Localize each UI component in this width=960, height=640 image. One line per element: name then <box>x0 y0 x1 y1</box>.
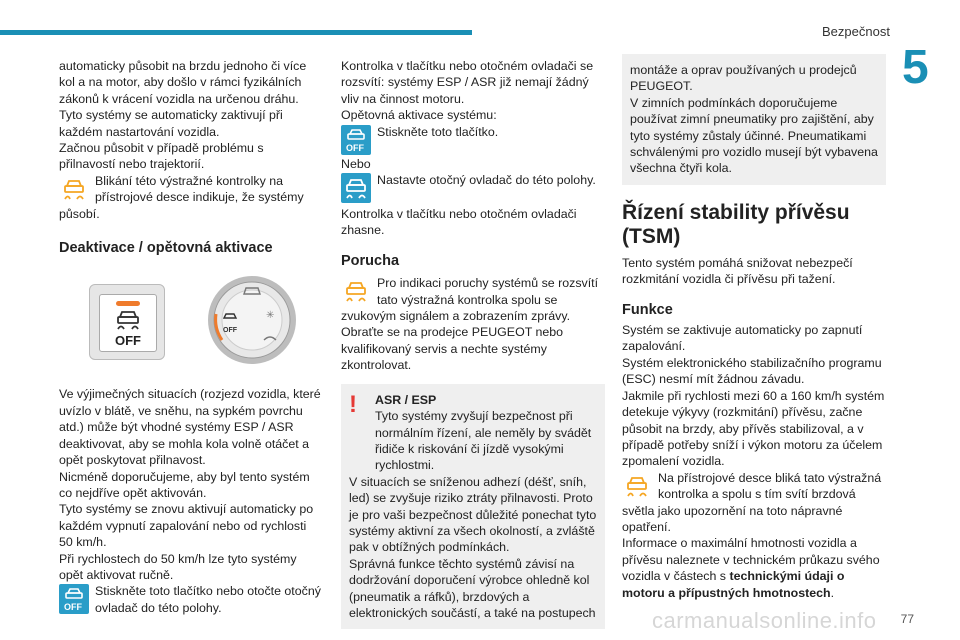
exclamation-icon: ! <box>349 390 357 418</box>
paragraph: Ve výjimečných situacích (rozjezd vozidla, které uvízlo v blátě, ve sněhu, na sypkém povrchu atd.) může být vhodné systémy ESP / ASR deaktivovat, aby se mohla kola volně otáčet a opět poskytovat přilnavost. <box>59 387 321 468</box>
note-box-continued <box>622 54 886 185</box>
bold-reference: technickými údaji o motoru a přípustných hmotnostech <box>622 569 845 600</box>
rotary-paragraph <box>341 172 605 206</box>
press-button-paragraph <box>341 124 605 156</box>
paragraph: Tento systém pomáhá snižovat nebezpečí rozkmitání vozidla či přívěsu při tažení. <box>622 255 853 287</box>
off-label: OFF <box>115 333 141 349</box>
button-led <box>116 301 140 306</box>
svg-text:✳: ✳ <box>266 310 275 322</box>
paragraph: Kontrolka v tlačítku nebo otočném ovladači se rozsvítí: systémy ESP / ASR již nemají žádný vliv na činnost motoru. <box>341 59 594 106</box>
column-2 <box>341 58 605 629</box>
note-paragraph: montáže a oprav používaných u prodejců PEUGEOT. <box>630 63 857 94</box>
knob-off-label: OFF <box>223 327 237 335</box>
paragraph: Začnou působit v případě problému s přilnavostí nebo trajektorií. <box>59 141 264 172</box>
svg-text:OFF: OFF <box>64 602 82 613</box>
paragraph: Nebo <box>341 156 371 171</box>
skid-warning-icon <box>341 276 371 306</box>
chapter-number: 5 <box>902 41 929 94</box>
skid-car-blue-icon <box>341 173 371 203</box>
paragraph: Stiskněte toto tlačítko nebo otočte otočný ovladač do této polohy. <box>95 584 321 615</box>
watermark: carmanualsonline.info <box>652 608 877 633</box>
page-number: 77 <box>900 612 914 626</box>
tsm-warning-paragraph <box>622 470 886 536</box>
svg-text:OFF: OFF <box>346 142 364 153</box>
controls-illustration <box>59 272 322 372</box>
heading-deactivation: Deaktivace / opětovná aktivace <box>59 240 273 257</box>
paragraph: Jakmile při rychlosti mezi 60 a 160 km/h systém detekuje výkyvy (rozkmitání) přívěsu, začne působit na brzdy, aby přívěs stabilizoval, a v případě potřeby sníží i výkon motoru za účelem zpomalení vozidla. <box>622 388 885 469</box>
paragraph: Tyto systémy se znovu aktivují automaticky po každém vypnutí zapalování nebo od rychlosti 50 km/h. <box>59 502 314 550</box>
note-title: ASR / ESP <box>375 392 437 407</box>
paragraph: Na přístrojové desce bliká tato výstražná kontrolka a spolu s tím svítí brzdová světla jako upozornění na toto nápravné opatření. <box>622 470 882 534</box>
esp-off-icon <box>341 125 371 155</box>
off-button-paragraph <box>59 583 322 616</box>
paragraph: Při rychlostech do 50 km/h lze tyto systémy opět aktivovat ručně. <box>59 551 297 582</box>
heading-function: Funkce <box>622 301 673 318</box>
paragraph: Tyto systémy se automaticky zaktivují při každém nastartování vozidla. <box>59 108 283 139</box>
skid-car-icon <box>114 310 142 330</box>
paragraph: Stiskněte toto tlačítko. <box>377 124 499 139</box>
fault-paragraph <box>341 275 605 324</box>
column-1 <box>59 58 322 616</box>
paragraph: automaticky působit na brzdu jednoho či více kol a na motor, aby došlo v rámci fyzikálních zákonů k vrácení vozidla na určenou dráhu. <box>59 59 307 106</box>
note-paragraph: Správná funkce těchto systémů závisí na dodržování doporučení výrobce ohledně kol (pneumatik a ráfků), brzdových a elektronických součástí, a také na postupech <box>349 556 596 620</box>
note-paragraph: V zimních podmínkách doporučujeme používat zimní pneumatiky pro zajištění, aby tyto systémy zůstaly účinné. Pneumatikami schválenými pro vozidlo musejí být vybavena všechna čtyři kola. <box>630 95 878 176</box>
paragraph: Nastavte otočný ovladač do této polohy. <box>377 173 596 188</box>
note-paragraph: Tyto systémy zvyšují bezpečnost při normálním řízení, ale neměly by svádět řidiče k riskování či jízdě vysokými rychlostmi. <box>375 409 592 473</box>
section-title: Bezpečnost <box>822 24 890 39</box>
note-box <box>341 384 605 630</box>
paragraph: Obraťte se na prodejce PEUGEOT nebo kvalifikovaný servis a nechte systémy zkontrolovat. <box>341 325 564 373</box>
paragraph: Systém se zaktivuje automaticky po zapnutí zapalování. <box>622 323 863 354</box>
paragraph: Opětovná aktivace systému: <box>341 108 497 123</box>
paragraph: Nicméně doporučujeme, aby byl tento systém co nejdříve opět aktivován. <box>59 469 310 500</box>
rotary-control-illustration <box>206 274 298 366</box>
note-paragraph: V situacích se sníženou adhezí (déšť, sníh, led) se zvyšuje riziko ztráty přilnavosti. Proto je pro vaši bezpečnost důležité ponechat tyto systémy aktivní za všech okolností, a zvláště pak v obtížných podmínkách. <box>349 474 597 555</box>
column-3 <box>622 54 886 601</box>
paragraph: Blikání této výstražné kontrolky na přístrojové desce indikuje, že systémy působí. <box>59 173 304 221</box>
warning-light-paragraph <box>59 173 322 222</box>
top-accent-bar <box>0 30 472 35</box>
esp-off-button-illustration <box>89 284 165 360</box>
skid-warning-icon <box>59 174 89 204</box>
heading-fault: Porucha <box>341 252 400 269</box>
paragraph: Kontrolka v tlačítku nebo otočném ovladači zhasne. <box>341 207 577 238</box>
skid-warning-icon <box>622 471 652 501</box>
paragraph: Informace o maximální hmotnosti vozidla a přívěsu naleznete v technickém průkazu svého vozidla v částech s technickými údaji o motoru a přípustných hmotnostech. <box>622 536 880 600</box>
esp-off-icon <box>59 584 89 614</box>
paragraph: Pro indikaci poruchy systémů se rozsvítí tato výstražná kontrolka spolu se zvukovým signálem a zobrazením zprávy. <box>341 276 599 324</box>
paragraph: Systém elektronického stabilizačního programu (ESC) nesmí mít žádnou závadu. <box>622 355 882 387</box>
heading-tsm: Řízení stability přívěsu (TSM) <box>622 200 850 248</box>
